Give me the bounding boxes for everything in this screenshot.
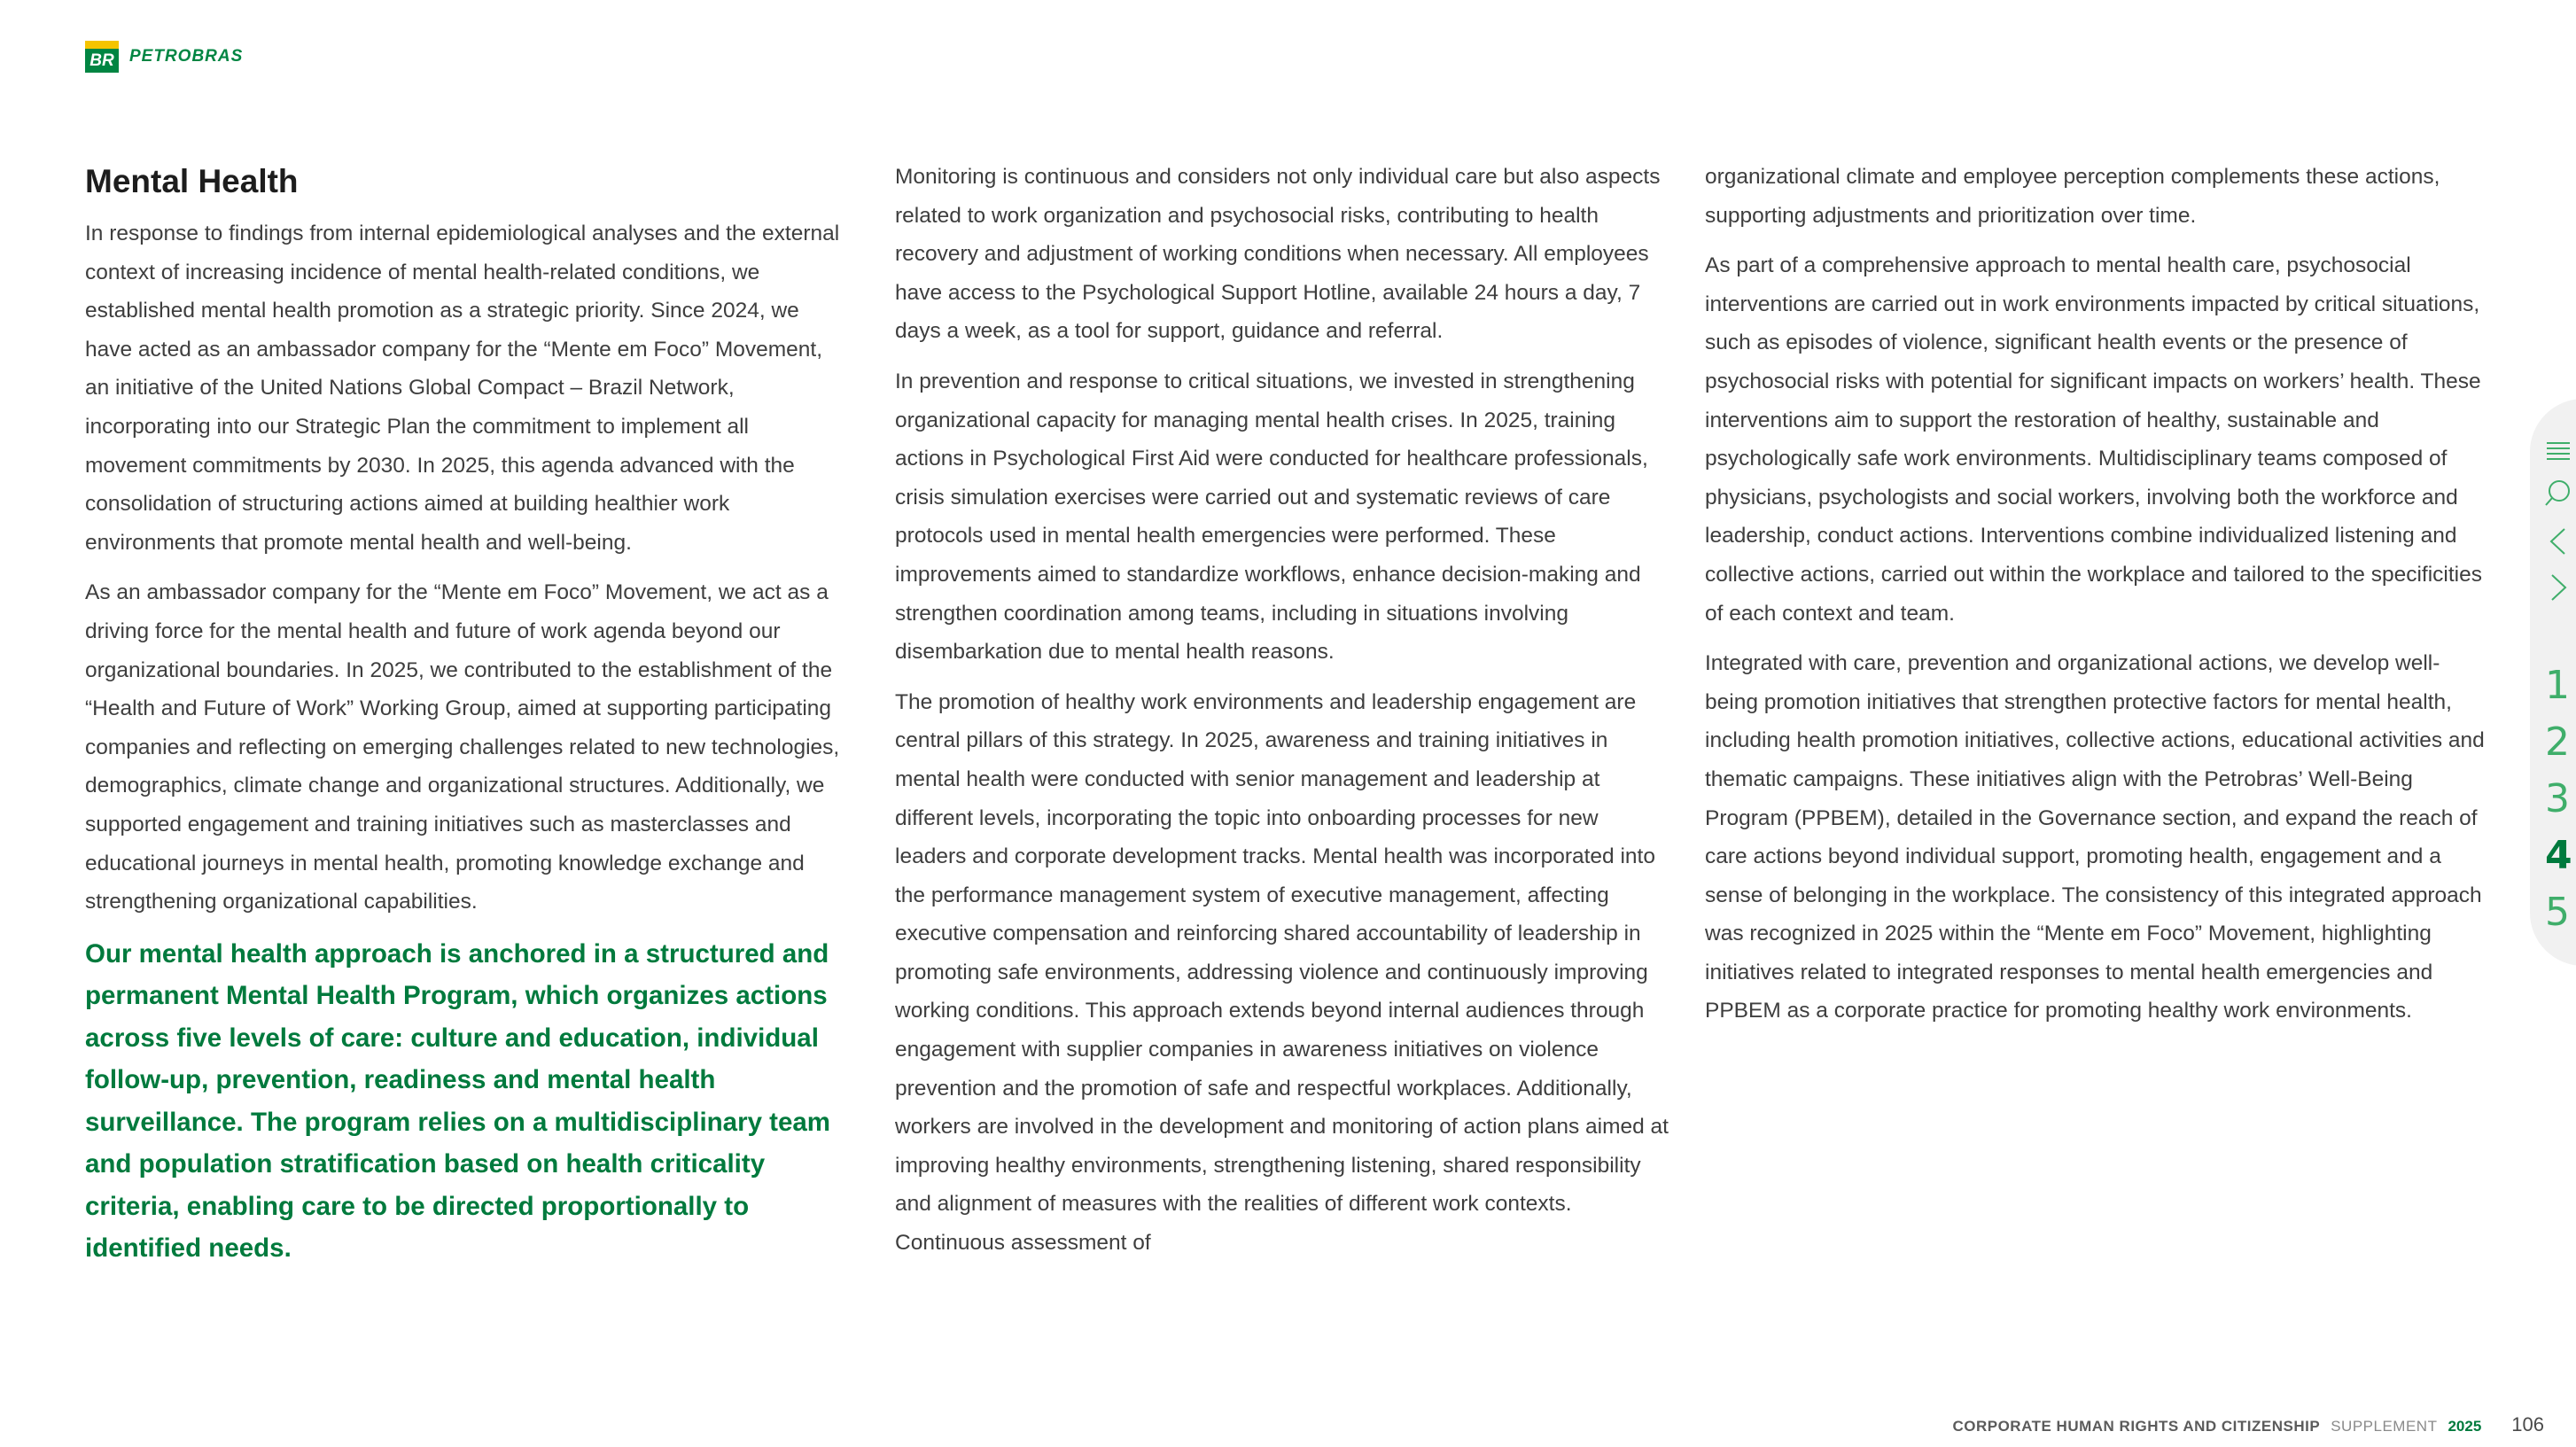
page-number: 106 — [2511, 1413, 2544, 1435]
col1-paragraph-2: As an ambassador company for the “Mente em Foco” Movement, we act as a driving force for the mental health and future of work agenda beyond our organizational boundaries. In 2025, we contributed to the establishment of the “Health and Future of Work” Working Group, aimed at supporting participating companies and reflecting on emerging challenges related to new technologies, demographics, climate change and organizational structures. Additionally, we supported engagement and training initiatives such as masterclasses and educational journeys in mental health, promoting knowledge exchange and strengthening organizational capabilities. — [85, 580, 840, 914]
column-2 — [895, 158, 1675, 1274]
col3-paragraph-1: organizational climate and employee perception complements these actions, supporting adjustments and prioritization over time. — [1705, 165, 2440, 228]
col2-paragraph-1: Monitoring is continuous and considers not only individual care but also aspects related to work organization and psychosocial risks, contributing to health recovery and adjustment of working conditions when necessary. All employees have access to the Psychological Support Hotline, available 24 hours a day, 7 days a week, as a tool for support, guidance and referral. — [895, 165, 1661, 344]
col2-paragraph-3: The promotion of healthy work environments and leadership engagement are central pillars of this strategy. In 2025, awareness and training initiatives in mental health were conducted with senior management and leadership at different levels, incorporating the topic into onboarding processes for new leaders and corporate development tracks. Mental health was incorporated into the performance management system of executive management, affecting executive compensation and reinforcing shared accountability of leadership in promoting safe environments, addressing violence and continuously improving working conditions. This approach extends beyond internal audiences through engagement with supplier companies in awareness initiatives on violence prevention and the promotion of safe and respectful workplaces. Additionally, workers are involved in the development and monitoring of action plans aimed at improving healthy environments, strengthening listening, shared responsibility and alignment of measures with the realities of different work contexts. Continuous assessment of — [895, 689, 1669, 1256]
chapter-4-link[interactable]: 4 — [2545, 833, 2572, 878]
brand-name: PETROBRAS — [129, 47, 244, 66]
section-title: Mental Health — [85, 163, 299, 199]
footer-report-subtitle: SUPPLEMENT — [2331, 1418, 2438, 1435]
col1-paragraph-1: In response to findings from internal epidemiological analyses and the external context of increasing incidence of mental health-related conditions, we established mental health promotion as a strategic priority. Since 2024, we have acted as an ambassador company for the “Mente em Foco” Movement, an initiative of the United Nations Global Compact – Brazil Network, incorporating into our Strategic Plan the commitment to implement all movement commitments by 2030. In 2025, this agenda advanced with the consolidation of structuring actions aimed at building healthier work environments that promote mental health and well-being. — [85, 222, 840, 555]
footer-year: 2025 — [2448, 1418, 2482, 1435]
chevron-right-icon[interactable] — [2543, 572, 2573, 603]
col2-paragraph-2: In prevention and response to critical situations, we invested in strengthening organizational capacity for managing mental health crises. In 2025, training actions in Psychological First Aid were conducted for healthcare professionals, crisis simulation exercises were carried out and systematic reviews of care protocols used in mental health emergencies were performed. These improvements aimed to standardize workflows, enhance decision-making and strengthen coordination among teams, including in situations involving disembarkation due to mental health reasons. — [895, 369, 1648, 665]
chapter-2-link[interactable]: 2 — [2545, 720, 2570, 765]
col3-paragraph-2: As part of a comprehensive approach to mental health care, psychosocial interventions are carried out in work environments impacted by critical situations, such as episodes of violence, significant health events or the presence of psychosocial risks with potential for significant impacts on workers’ health. These interventions aim to support the restoration of healthy, sustainable and psychologically safe work environments. Multidisciplinary teams composed of physicians, psychologists and social workers, involving both the workforce and leadership, conduct actions. Interventions combine individualized listening and collective actions, carried out within the workplace and tailored to the specificities of each context and team. — [1705, 253, 2482, 626]
br-logo-mark — [85, 41, 119, 73]
column-3 — [1705, 158, 2485, 1042]
chevron-left-icon[interactable] — [2543, 526, 2573, 556]
logo-mark-text: BR — [85, 49, 119, 73]
menu-icon[interactable] — [2543, 436, 2573, 466]
highlight-statement: Our mental health approach is anchored in a structured and permanent Mental Health Program, which organizes actions across five levels of care: culture and education, individual follow-up, prevention, readiness and mental health surveillance. The program relies on a multidisciplinary team and population stratification based on health criticality criteria, enabling care to be directed proportionally to identified needs. — [85, 938, 831, 1264]
chapter-3-link[interactable]: 3 — [2545, 776, 2570, 821]
petrobras-logo — [85, 41, 243, 73]
chapter-1-link[interactable]: 1 — [2545, 663, 2570, 708]
col3-paragraph-3: Integrated with care, prevention and organizational actions, we develop well-being promotion initiatives that strengthen protective factors for mental health, including health promotion initiatives, collective actions, educational activities and thematic campaigns. These initiatives align with the Petrobras’ Well-Being Program (PPBEM), detailed in the Governance section, and expand the reach of care actions beyond individual support, promoting health, engagement and a sense of belonging in the workplace. The consistency of this integrated approach was recognized in 2025 within the “Mente em Foco” Movement, highlighting initiatives related to integrated responses to mental health emergencies and PPBEM as a corporate practice for promoting healthy work environments. — [1705, 651, 2485, 1023]
chapter-5-link[interactable]: 5 — [2545, 890, 2570, 935]
page-footer — [1952, 1413, 2544, 1436]
search-icon[interactable] — [2543, 478, 2573, 509]
column-1 — [85, 158, 847, 1281]
footer-report-title: CORPORATE HUMAN RIGHTS AND CITIZENSHIP — [1952, 1418, 2321, 1435]
